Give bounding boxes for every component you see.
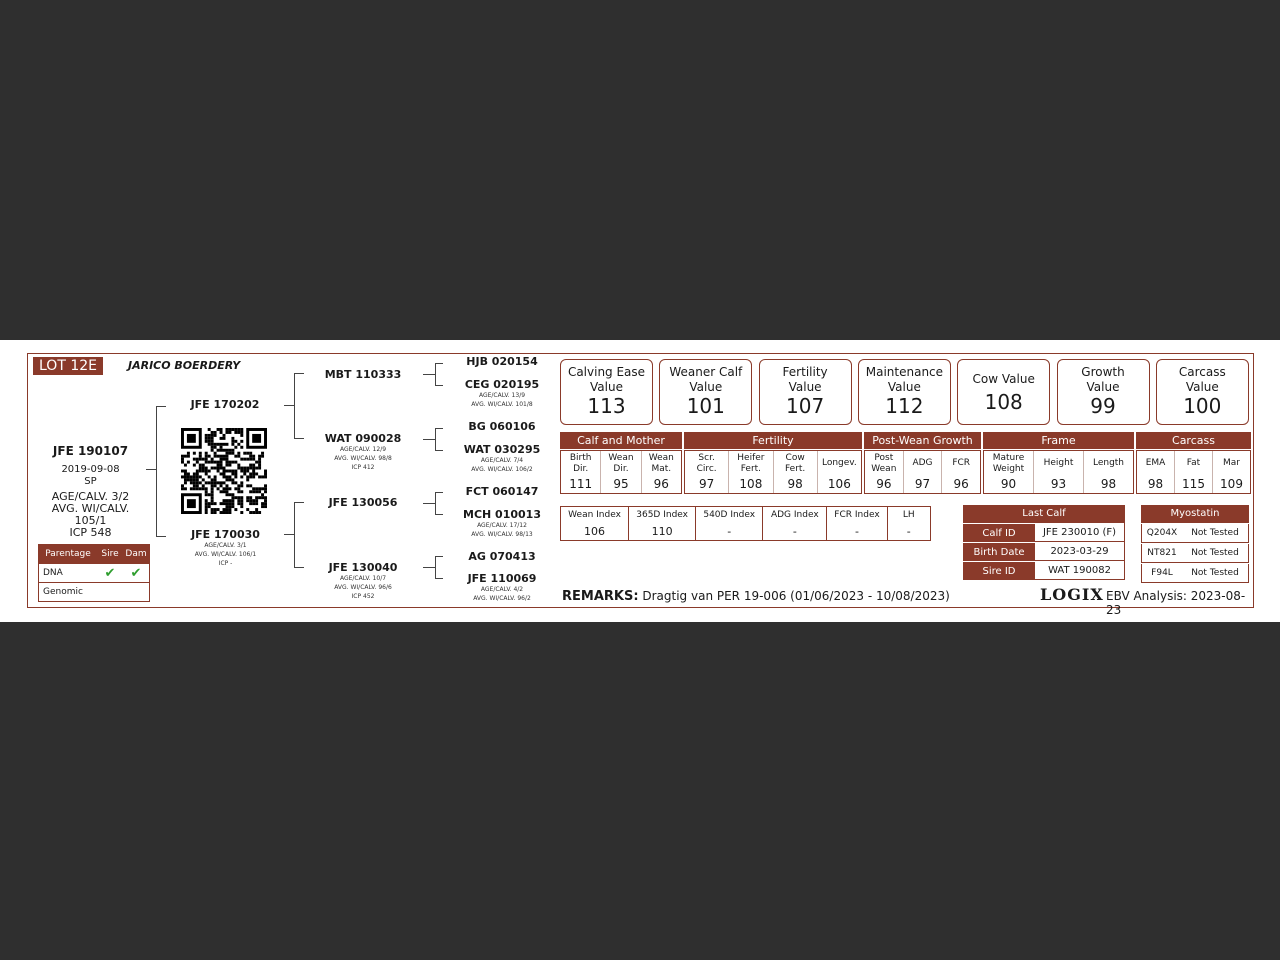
ebv-trait-cell [818,451,861,493]
ebv-trait-name-line: Heifer [737,453,765,463]
ebv-trait-name [1223,451,1240,469]
sd-icp: ICP 412 [351,464,375,471]
index-value-label: Value [887,380,921,394]
ebv-trait-value: 98 [787,477,803,491]
ebv-trait-name [1044,451,1074,469]
ebv-trait-name [785,451,805,475]
dss-id: FCT 060147 [465,485,539,498]
animal-info [38,444,143,539]
ebv-trait-name-line: Scr. [698,453,715,463]
ebv-trait-value: 108 [739,477,763,491]
myostatin-key: Q204X [1146,528,1178,538]
index-cell [888,507,930,540]
ebv-trait-value: 97 [914,477,931,491]
ssd-avg-wi: AVG. WI/CALV. 101/8 [471,401,533,408]
last-calf-key: Birth Date [963,542,1035,561]
ebv-trait-cell [865,451,904,493]
ssd-id: CEG 020195 [464,378,540,391]
ebv-trait-name [993,451,1025,475]
animal-age-calv: AGE/CALV. 3/2 [51,490,130,503]
ebv-trait-name [737,451,764,475]
ssd-age-calv: AGE/CALV. 13/9 [478,392,526,399]
ebv-trait-name-line: Mat. [651,464,672,474]
ebv-trait-name-line: Dir. [573,464,589,474]
ddd-age-calv: AGE/CALV. 4/2 [480,586,524,593]
index-value-number: 100 [1183,394,1222,418]
sire-id: JFE 170202 [190,398,260,411]
myostatin-row [1141,544,1249,563]
index-value-label: Value [1086,380,1120,394]
ebv-trait-cell [1175,451,1213,493]
dsd-id: MCH 010013 [463,508,541,521]
ebv-trait-name [1146,451,1166,469]
ebv-trait-value: 90 [1000,477,1017,491]
ebv-group-table [684,450,862,494]
ebv-trait-name [912,451,932,469]
parentage-header [39,545,149,563]
remarks [562,589,950,604]
ebv-trait-name [952,451,970,469]
ebv-trait-value: 96 [653,477,669,491]
index-name: Wean Index [568,509,621,520]
sd-block [318,432,408,472]
index-value: - [906,524,911,538]
dam-id: JFE 170030 [191,528,260,541]
index-name: 540D Index [703,509,756,520]
lot-badge: LOT 12E [33,357,103,375]
ebv-trait-name-line: Mature [992,453,1025,463]
index-value-box [957,359,1050,425]
sheet [0,340,1280,622]
index-value: 106 [584,524,606,538]
dna-sire-check-icon: ✔ [104,565,116,581]
dam-icp: ICP - [218,560,233,567]
last-calf-table [963,505,1125,580]
index-value-box [759,359,852,425]
dsd-block [460,508,544,539]
sale-card [27,353,1254,617]
index-value-label: Fertility [782,365,828,379]
ebv-trait-value: 95 [613,477,629,491]
ebv-trait-name-line: Height [1043,458,1074,468]
sd-age-calv: AGE/CALV. 12/9 [339,446,387,453]
index-value-number: 108 [984,390,1023,414]
ebv-trait-cell [642,451,681,493]
index-value-box [858,359,951,425]
ebv-trait-value: 97 [698,477,715,491]
index-value-label: Calving Ease [567,365,646,379]
myostatin-value: Not Tested [1191,548,1239,558]
dam-avg-wi: AVG. WI/CALV. 106/1 [194,551,257,558]
parentage-table [38,544,150,602]
parentage-header-sire: Sire [101,549,119,559]
dam-age-calv: AGE/CALV. 3/1 [204,542,247,549]
dd-icp: ICP 452 [351,593,375,600]
index-value: - [727,524,732,538]
ebv-trait-value: 106 [827,477,851,491]
parentage-row-dna [39,563,149,582]
myostatin-table [1141,505,1249,583]
ebv-trait-name-line: FCR [952,458,971,468]
ebv-group-header: Carcass [1136,432,1251,449]
ebv-trait-name [871,451,896,475]
last-calf-value: JFE 230010 (F) [1035,523,1125,542]
dd-id: JFE 130040 [328,561,398,574]
index-value: - [792,524,797,538]
last-calf-key: Sire ID [963,561,1035,580]
ebv-group-header: Frame [983,432,1134,449]
animal-birth-date: 2019-09-08 [61,464,120,475]
ebv-trait-name-line: Longev. [821,458,857,468]
index-value-number: 107 [786,394,825,418]
sdd-age-calv: AGE/CALV. 7/4 [480,457,524,464]
ebv-trait-value: 115 [1182,477,1205,491]
ebv-trait-name-line: Fert. [740,464,762,474]
dds-id: AG 070413 [468,550,536,563]
index-cell [629,507,696,540]
qr-code-image [181,428,267,514]
remarks-text: Dragtig van PER 19-006 (01/06/2023 - 10/08/2023) [642,589,950,603]
ebv-trait-name-line: Cow [785,453,805,463]
sss-id: HJB 020154 [466,355,538,368]
ebv-group-table [983,450,1134,494]
ebv-trait-cell [601,451,641,493]
ebv-trait-name-line: Circ. [696,464,717,474]
ebv-trait-cell [685,451,729,493]
ebv-trait-value: 98 [1147,477,1164,491]
ebv-trait-name [1187,451,1200,469]
index-value-label: Growth [1081,365,1125,379]
dna-dam-check-icon: ✔ [130,565,142,581]
dd-age-calv: AGE/CALV. 10/7 [339,575,387,582]
ebv-group-table [864,450,981,494]
index-value: 110 [651,524,673,538]
ebv-trait-cell [1137,451,1175,493]
index-value-label: Value [788,380,822,394]
index-value-box [1057,359,1150,425]
dsd-age-calv: AGE/CALV. 17/12 [477,522,527,529]
ebv-trait-name-line: Post [874,453,894,463]
ebv-trait-value: 96 [876,477,892,491]
ebv-trait-cell [904,451,943,493]
ebv-trait-name [822,451,857,469]
ebv-trait-name-line: Length [1092,458,1125,468]
index-value-box [560,359,653,425]
last-calf-value: 2023-03-29 [1035,542,1125,561]
last-calf-row [963,523,1125,542]
last-calf-key: Calf ID [963,523,1035,542]
ebv-group-table [1136,450,1251,494]
index-value-label: Value [590,380,623,394]
parentage-row-genomic [39,582,149,601]
myostatin-value: Not Tested [1191,528,1239,538]
dd-avg-wi: AVG. WI/CALV. 96/6 [334,584,392,591]
ebv-trait-cell [942,451,980,493]
ssd-block [460,378,544,409]
ebv-trait-name-line: Mar [1223,458,1240,468]
index-value-box [659,359,752,425]
animal-breed: SP [84,476,97,487]
ebv-group-header: Post-Wean Growth [864,432,981,449]
sds-id: BG 060106 [468,420,536,433]
ebv-trait-name-line: Birth [569,453,592,463]
index-value-label: Value [689,380,723,394]
index-table [560,506,931,541]
last-calf-row [963,542,1125,561]
dsd-avg-wi: AVG. WI/CALV. 98/13 [471,531,533,538]
animal-id: JFE 190107 [52,444,129,458]
index-cell [696,507,763,540]
ebv-trait-name-line: Fat [1186,458,1201,468]
parentage-dna-label: DNA [43,568,63,578]
sdd-avg-wi: AVG. WI/CALV. 106/2 [471,466,533,473]
ebv-trait-name-line: EMA [1145,458,1166,468]
index-value-number: 112 [885,394,924,418]
ddd-block [460,572,544,603]
myostatin-title: Myostatin [1141,505,1249,523]
ebv-trait-name-line: Weight [992,464,1025,474]
sdd-id: WAT 030295 [463,443,541,456]
dd-block [318,561,408,601]
index-value-label: Weaner Calf [669,365,743,379]
animal-avg-wi: AVG. WI/CALV. 105/1 [51,502,130,527]
index-value-label: Cow Value [972,372,1035,386]
index-value-number: 113 [587,394,626,418]
ebv-trait-name [649,451,674,475]
myostatin-row [1141,564,1249,583]
remarks-label: REMARKS: [562,589,639,604]
ddd-id: JFE 110069 [467,572,537,585]
index-name: FCR Index [834,509,880,520]
logix-logo: LOGIX [1040,585,1104,604]
index-value-box [1156,359,1249,425]
index-cell [827,507,887,540]
ebv-trait-cell [1084,451,1133,493]
ebv-group-header: Fertility [684,432,862,449]
index-value-label: Carcass [1178,365,1226,379]
index-value-number: 99 [1090,394,1116,418]
ebv-trait-value: 98 [1100,477,1117,491]
ebv-trait-name-line: Fert. [784,464,806,474]
index-value-number: 101 [686,394,725,418]
myostatin-key: F94L [1151,568,1173,578]
sd-avg-wi: AVG. WI/CALV. 98/8 [334,455,392,462]
parentage-header-label: Parentage [45,549,91,559]
ebv-trait-name [697,451,717,475]
ss-id: MBT 110333 [324,368,402,381]
index-name: 365D Index [636,509,688,520]
ebv-trait-name-line: Wean [648,453,674,463]
ebv-trait-name [570,451,592,475]
ebv-trait-cell [1213,451,1250,493]
last-calf-row [963,561,1125,580]
ebv-group-header: Calf and Mother [560,432,682,449]
ebv-trait-value: 111 [569,477,593,491]
myostatin-key: NT821 [1147,548,1177,558]
ebv-trait-name-line: Dir. [613,464,629,474]
myostatin-value: Not Tested [1191,568,1239,578]
animal-icp: ICP 548 [69,526,112,539]
sdd-block [460,443,544,474]
ebv-trait-value: 93 [1050,477,1067,491]
ebv-trait-cell [729,451,773,493]
index-value-label: Maintenance [865,365,944,379]
index-cell [561,507,629,540]
ebv-trait-name [608,451,633,475]
ebv-trait-name-line: ADG [912,458,933,468]
ebv-trait-value: 96 [953,477,969,491]
sd-id: WAT 090028 [324,432,402,445]
myostatin-row [1141,524,1249,543]
last-calf-value: WAT 190082 [1035,561,1125,580]
breeder-name: JARICO BOERDERY [128,359,241,372]
ebv-trait-name [1093,451,1124,469]
dam-block [178,528,273,568]
ebv-trait-name-line: Wean [608,453,634,463]
ddd-avg-wi: AVG. WI/CALV. 96/2 [473,595,531,602]
ebv-trait-cell [774,451,818,493]
ebv-trait-value: 109 [1220,477,1243,491]
ebv-trait-cell [561,451,601,493]
index-value-label: Value [1185,380,1219,394]
ebv-group-table [560,450,682,494]
ebv-analysis-date: EBV Analysis: 2023-08-23 [1106,589,1246,617]
ebv-trait-cell [1034,451,1084,493]
qr-code[interactable] [181,428,267,514]
ebv-trait-name-line: Wean [871,464,897,474]
parentage-header-dam: Dam [125,549,147,559]
index-value: - [854,524,859,538]
last-calf-title: Last Calf [963,505,1125,523]
parentage-genomic-label: Genomic [43,587,83,597]
index-name: LH [902,509,915,520]
ebv-trait-cell [984,451,1034,493]
ds-id: JFE 130056 [328,496,398,509]
index-name: ADG Index [770,509,819,520]
index-cell [763,507,827,540]
